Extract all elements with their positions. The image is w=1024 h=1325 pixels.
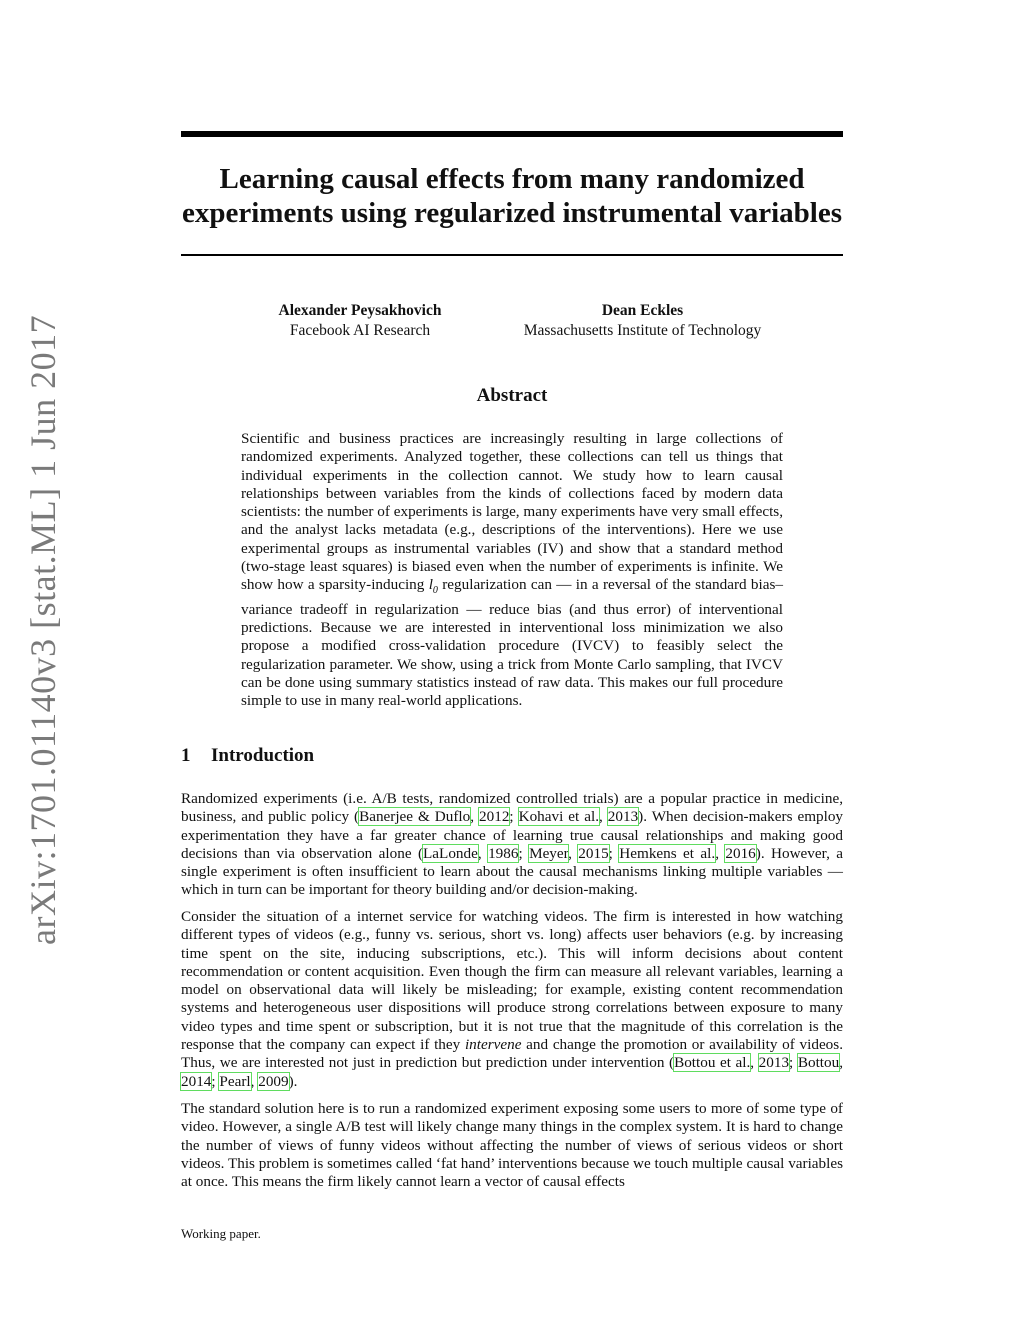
section-number: 1 [181,745,191,766]
emphasis-intervene: intervene [464,1036,522,1054]
author-name: Alexander Peysakhovich [278,302,442,319]
citation-link[interactable]: LaLonde [423,844,478,862]
citation-link[interactable]: 2009 [258,1072,289,1090]
author-affiliation: Massachusetts Institute of Technology [523,322,762,339]
citation-link[interactable]: Banerjee & Duflo [359,808,471,826]
citation-link[interactable]: 2013 [607,808,639,826]
citation-link[interactable]: 2014 [181,1072,212,1090]
math-l0: $l_0$ [428,576,438,597]
arxiv-identifier-stamp: arXiv:1701.01140v3 [stat.ML] 1 Jun 2017 [23,314,63,945]
intro-paragraph-1: Randomized experiments (i.e. A/B tests, randomized controlled trials) are a popular practice in medicine, business, and public policy (Banerjee & Duflo, 2012; Kohavi et al., 2013). When decision-makers employ experimentation they have a far greater chance of learning true causal relationships and making good decisions than via observation alone (LaLonde, 1986; Meyer, 2015; Hemkens et al., 2016). However, a single experiment is often insufficient to learn about the causal mechanisms linking multiple variables — which in turn can be important for theory building and/or decision-making. [181,790,844,899]
footer-note: Working paper. [181,1226,261,1241]
citation-link[interactable]: Pearl [219,1072,251,1090]
author-affiliation: Facebook AI Research [289,322,431,339]
citation-link[interactable]: Kohavi et al. [518,808,599,826]
author-name: Dean Eckles [601,302,684,319]
citation-link[interactable]: 2015 [578,844,609,862]
title-bottom-rule [181,254,843,256]
intro-paragraph-3: The standard solution here is to run a randomized experiment exposing some users to more of some type of video. However, a single A/B test will likely change many things in the complex system. It is hard to change the number of views of funny videos without affecting the number of views of serious videos or short videos. This problem is sometimes called ‘fat hand’ interventions because we touch multiple causal variables at once. This means the firm likely cannot learn a vector of causal effects [181,1100,844,1191]
section-heading-introduction [181,745,314,767]
citation-link[interactable]: Bottou [797,1054,840,1072]
section-title: Introduction [211,745,315,766]
citation-link[interactable]: 2012 [479,808,510,826]
citation-link[interactable]: 1986 [488,844,519,862]
citation-link[interactable]: 2016 [725,844,756,862]
title-top-rule [181,131,843,137]
citation-link[interactable]: Meyer [529,844,569,862]
author-block-2 [500,301,785,341]
abstract-heading: Abstract [476,385,548,406]
citation-link[interactable]: 2013 [758,1054,790,1072]
paper-title: Learning causal effects from many randomized experiments using regularized instrumental variables [182,163,842,229]
citation-link[interactable]: Bottou et al. [674,1054,751,1072]
intro-paragraph-2: Consider the situation of a internet service for watching videos. The firm is interested in how watching different types of videos (e.g., funny vs. serious, short vs. long) affects user behaviors (e.g. by increasing time spent on the site, inducing subscriptions, etc.). This will inform decisions about content recommendation or content acquisition. Even though the firm can measure all relevant variables, learning a model on observational data will likely be misleading; for example, existing content recommendation systems and heterogeneous user dispositions will produce strong correlations between exposure to many video types and time spent or subscription, but it is not true that the magnitude of this correlation is the response that the company can expect if they intervene and change the promotion or availability of videos. Thus, we are interested not just in prediction but prediction under intervention (Bottou et al., 2013; Bottou, 2014; Pearl, 2009). [181,908,843,1090]
author-block-1 [230,301,490,341]
abstract-text: Scientific and business practices are increasingly resulting in large collections of randomized experiments. Analyzed together, these collections can tell us things that individual experiments in the collection cannot. We study how to learn causal relationships between variables from the kinds of collections faced by modern data scientists: the number of experiments is large, many experiments have very small effects, and the analyst lacks metadata (e.g., descriptions of the interventions). Here we use experimental groups as instrumental variables (IV) and show that a standard method (two-stage least squares) is biased even when the number of experiments is infinite. We show how a sparsity-inducing $l_0$ regularization can — in a reversal of the standard bias–variance tradeoff in regularization — reduce bias (and thus error) of interventional predictions. Because we are interested in interventional loss minimization we also propose a modified cross-validation procedure (IVCV) to feasibly select the regularization parameter. We show, using a trick from Monte Carlo sampling, that IVCV can be done using summary statistics instead of raw data. This makes our full procedure simple to use in many real-world applications. [241,430,783,710]
citation-link[interactable]: Hemkens et al. [619,844,716,862]
